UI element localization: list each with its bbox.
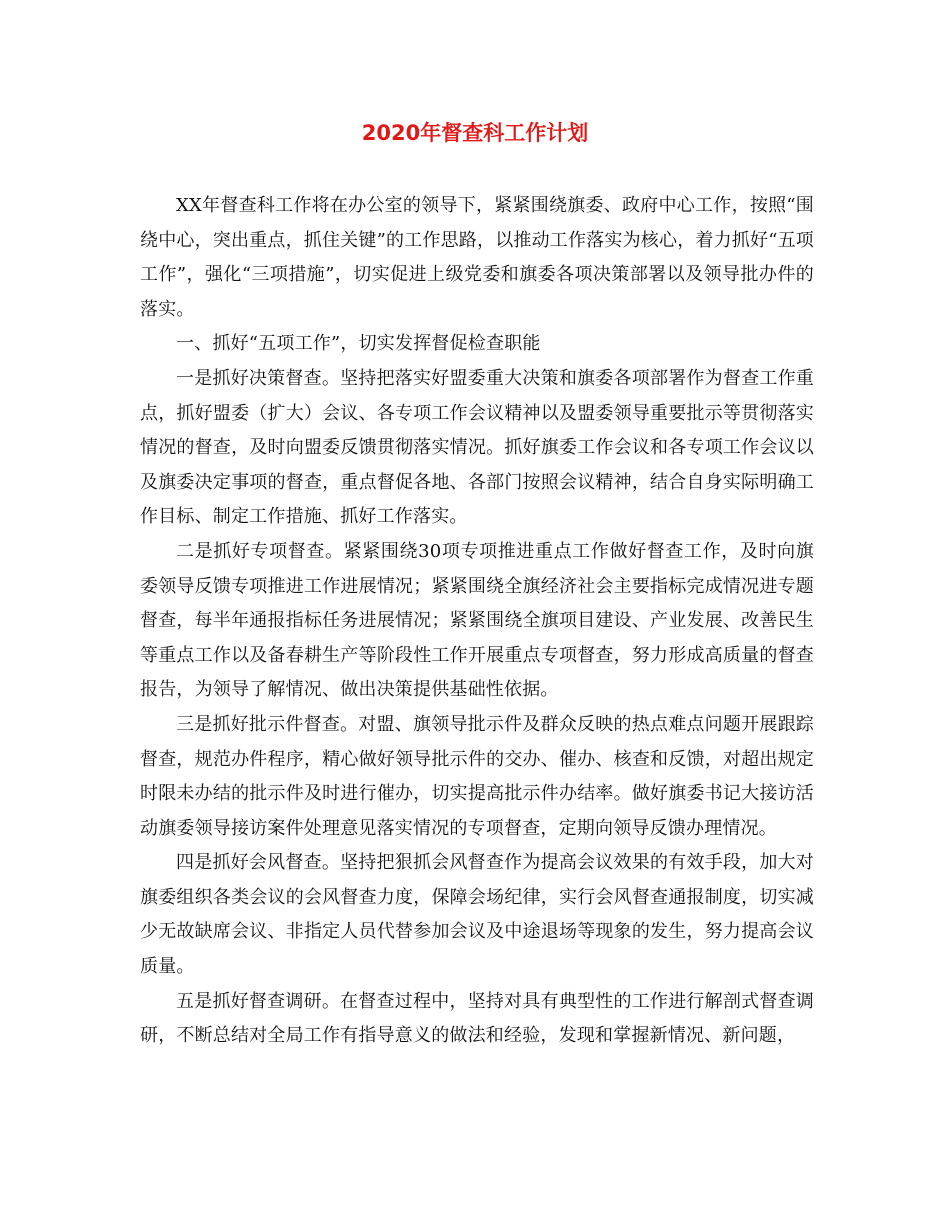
- section-heading-1: 一、抓好“五项工作”，切实发挥督促检查职能: [176, 333, 541, 355]
- paragraph-meeting-style-supervision: 四是抓好会风督查。坚持把狠抓会风督查作为提高会议效果的有效手段，加大对旗委组织各类会议的会风督查力度，保障会场纪律，实行会风督查通报制度，切实减少无故缺席会议、非指定人员代替参加会议及中途退场等现象的发生，努力提高会议质量。: [140, 852, 814, 978]
- paragraph-instruction-supervision: 三是抓好批示件督查。对盟、旗领导批示件及群众反映的热点难点问题开展跟踪督查，规范办件程序，精心做好领导批示件的交办、催办、核查和反馈，对超出规定时限未办结的批示件及时进行催办，切实提高批示件办结率。做好旗委书记大接访活动旗委领导接访案件处理意见落实情况的专项督查，定期向领导反馈办理情况。: [140, 713, 814, 839]
- paragraph-intro: XX年督查科工作将在办公室的领导下，紧紧围绕旗委、政府中心工作，按照“围绕中心，突出重点，抓住关键”的工作思路，以推动工作落实为核心，着力抓好“五项工作”，强化“三项措施”，切实促进上级党委和旗委各项决策部署以及领导批办件的落实。: [140, 195, 815, 320]
- document-body: [140, 189, 814, 1054]
- paragraph-decision-supervision: 一是抓好决策督查。坚持把落实好盟委重大决策和旗委各项部署作为督查工作重点，抓好盟委（扩大）会议、各专项工作会议精神以及盟委领导重要批示等贯彻落实情况的督查，及时向盟委反馈贯彻落实情况。抓好旗委工作会议和各专项工作会议以及旗委决定事项的督查，重点督促各地、各部门按照会议精神，结合自身实际明确工作目标、制定工作措施、抓好工作落实。: [140, 367, 814, 528]
- document-title: 2020年督查科工作计划: [361, 121, 589, 145]
- paragraph-supervision-research: 五是抓好督查调研。在督查过程中，坚持对具有典型性的工作进行解剖式督查调研，不断总结对全局工作有指导意义的做法和经验，发现和掌握新情况、新问题，: [140, 990, 814, 1047]
- paragraph-special-supervision: 二是抓好专项督查。紧紧围绕30项专项推进重点工作做好督查工作，及时向旗委领导反馈专项推进工作进展情况；紧紧围绕全旗经济社会主要指标完成情况进专题督查，每半年通报指标任务进展情况；紧紧围绕全旗项目建设、产业发展、改善民生等重点工作以及备春耕生产等阶段性工作开展重点专项督查，努力形成高质量的督查报告，为领导了解情况、做出决策提供基础性依据。: [140, 540, 814, 701]
